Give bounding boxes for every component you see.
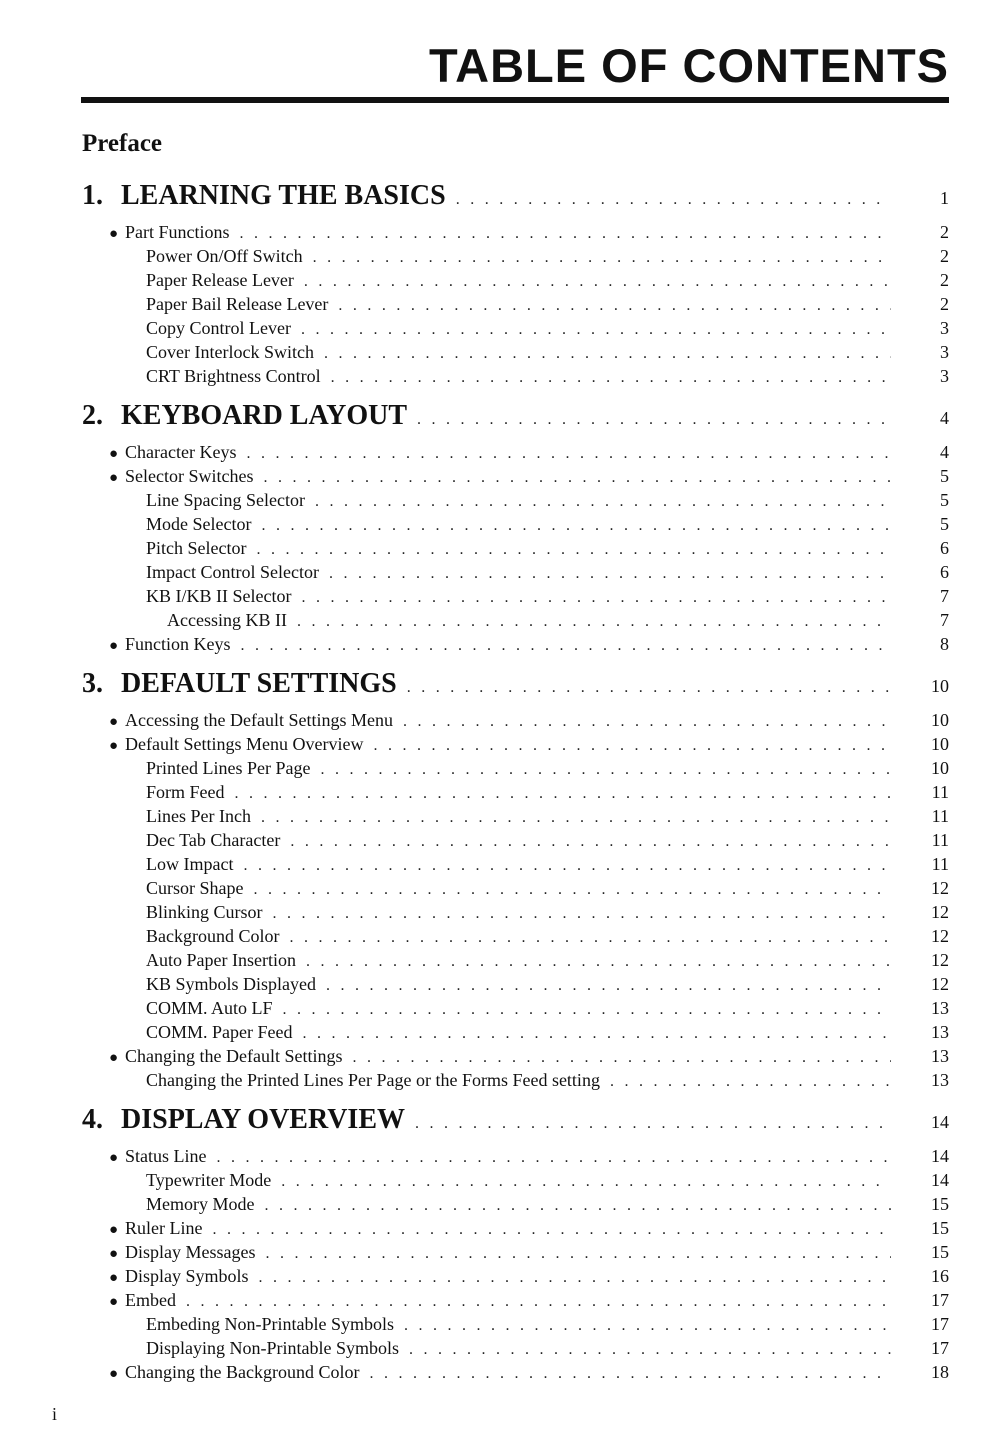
toc-entry-page-number: 12 (931, 926, 949, 946)
toc-entry-text: Function Keys (125, 634, 231, 654)
dot-leader (338, 297, 891, 315)
toc-entry-page-number: 4 (940, 442, 949, 462)
toc-entry (0, 586, 1006, 610)
bullet-icon: ● (109, 1270, 119, 1286)
dot-leader (246, 445, 891, 463)
toc-entry-text: Background Color (146, 926, 280, 946)
toc-entry (0, 1146, 1006, 1170)
toc-entry (0, 758, 1006, 782)
bullet-icon: ● (109, 1150, 119, 1166)
toc-entry (0, 710, 1006, 734)
toc-entry (0, 878, 1006, 902)
toc-entry-page-number: 5 (940, 490, 949, 510)
bullet-icon: ● (109, 1050, 119, 1066)
toc-entry-text: COMM. Paper Feed (146, 1022, 293, 1042)
title-rule (81, 97, 949, 103)
bullet-icon: ● (109, 1246, 119, 1262)
toc-entry-text: Selector Switches (125, 466, 254, 486)
toc-entry-text: Embed (125, 1290, 176, 1310)
preface-heading: Preface (82, 130, 163, 157)
dot-leader (610, 1073, 891, 1091)
section-number: 2. (82, 400, 103, 431)
dot-leader (303, 1025, 892, 1043)
toc-entry-page-number: 3 (940, 318, 949, 338)
toc-entry-text: Displaying Non-Printable Symbols (146, 1338, 399, 1358)
toc-entry-text: CRT Brightness Control (146, 366, 321, 386)
bullet-icon: ● (109, 1294, 119, 1310)
toc-entry-text: KB I/KB II Selector (146, 586, 292, 606)
toc-entry-text: Typewriter Mode (146, 1170, 272, 1190)
dot-leader (261, 809, 891, 827)
toc-entry (0, 1070, 1006, 1094)
section-page-number: 14 (931, 1112, 949, 1132)
page-title: TABLE OF CONTENTS (428, 39, 949, 92)
toc-entry-text: Changing the Default Settings (125, 1046, 343, 1066)
toc-entry-page-number: 2 (940, 294, 949, 314)
toc-entry-text: COMM. Auto LF (146, 998, 273, 1018)
toc-entry (0, 562, 1006, 586)
toc-entry-text: Blinking Cursor (146, 902, 263, 922)
section-page-number: 10 (931, 676, 949, 696)
toc-entry-page-number: 6 (940, 562, 949, 582)
toc-entry (0, 318, 1006, 342)
dot-leader (241, 637, 892, 655)
bullet-icon: ● (109, 738, 119, 754)
toc-entry-page-number: 15 (931, 1242, 949, 1262)
toc-entry-page-number: 12 (931, 902, 949, 922)
toc-entry-page-number: 11 (931, 830, 949, 850)
toc-entry-page-number: 11 (931, 854, 949, 874)
section-number: 3. (82, 668, 103, 699)
dot-leader (212, 1221, 891, 1239)
toc-entry-text: Form Feed (146, 782, 225, 802)
toc-entry-page-number: 13 (931, 1022, 949, 1042)
toc-entry-page-number: 15 (931, 1218, 949, 1238)
toc-entry-page-number: 10 (931, 758, 949, 778)
toc-entry-page-number: 7 (940, 586, 949, 606)
toc-entry-page-number: 10 (931, 734, 949, 754)
toc-entry (0, 830, 1006, 854)
toc-entry-page-number: 14 (931, 1170, 949, 1190)
dot-leader (297, 613, 891, 631)
toc-entry (0, 1362, 1006, 1386)
toc-entry-page-number: 12 (931, 878, 949, 898)
toc-entry-page-number: 3 (940, 366, 949, 386)
dot-leader (313, 249, 891, 267)
toc-entry-text: Power On/Off Switch (146, 246, 303, 266)
toc-entry (0, 294, 1006, 318)
toc-entry-text: Part Functions (125, 222, 230, 242)
section-page-number: 4 (940, 408, 949, 428)
dot-leader (407, 679, 891, 697)
toc-entry-text: Status Line (125, 1146, 207, 1166)
section-number: 1. (82, 180, 103, 211)
dot-leader (186, 1293, 891, 1311)
dot-leader (331, 369, 891, 387)
bullet-icon: ● (109, 638, 119, 654)
dot-leader (217, 1149, 892, 1167)
toc-entry-text: Cover Interlock Switch (146, 342, 314, 362)
dot-leader (259, 1269, 891, 1287)
toc-entry-text: Character Keys (125, 442, 237, 462)
toc-entry-page-number: 17 (931, 1314, 949, 1334)
toc-entry-text: Paper Bail Release Lever (146, 294, 329, 314)
dot-leader (324, 345, 891, 363)
toc-entry (0, 1338, 1006, 1362)
toc-entry (0, 902, 1006, 926)
toc-entry-text: Display Symbols (125, 1266, 249, 1286)
toc-entry-text: Line Spacing Selector (146, 490, 305, 510)
toc-entry-text: Pitch Selector (146, 538, 247, 558)
toc-entry (0, 634, 1006, 658)
toc-entry-page-number: 13 (931, 1070, 949, 1090)
dot-leader (320, 761, 891, 779)
toc-entry-text: Ruler Line (125, 1218, 203, 1238)
toc-entry (0, 490, 1006, 514)
dot-leader (281, 1173, 891, 1191)
toc-entry (0, 1242, 1006, 1266)
bullet-icon: ● (109, 1366, 119, 1382)
toc-entry (0, 222, 1006, 246)
dot-leader (273, 905, 891, 923)
dot-leader (404, 1317, 891, 1335)
toc-entry (0, 974, 1006, 998)
dot-leader (326, 977, 891, 995)
dot-leader (301, 589, 891, 607)
dot-leader (263, 469, 891, 487)
toc-entry (0, 342, 1006, 366)
toc-entry (0, 514, 1006, 538)
toc-entry-text: Mode Selector (146, 514, 252, 534)
toc-entry-text: Auto Paper Insertion (146, 950, 296, 970)
toc-entry (0, 854, 1006, 878)
toc-entry (0, 610, 1006, 634)
toc-entry-text: Memory Mode (146, 1194, 255, 1214)
toc-entry-page-number: 2 (940, 246, 949, 266)
section-heading (0, 180, 1006, 216)
toc-entry-text: Default Settings Menu Overview (125, 734, 364, 754)
toc-entry-text: Embeding Non-Printable Symbols (146, 1314, 394, 1334)
dot-leader (373, 737, 891, 755)
toc-entry-page-number: 18 (931, 1362, 949, 1382)
toc-entry-text: KB Symbols Displayed (146, 974, 317, 994)
toc-entry (0, 926, 1006, 950)
toc-entry-page-number: 13 (931, 998, 949, 1018)
page-folio: i (52, 1404, 58, 1424)
toc-entry (0, 270, 1006, 294)
toc-entry-page-number: 17 (931, 1290, 949, 1310)
toc-entry-page-number: 6 (940, 538, 949, 558)
section-page-number: 1 (940, 188, 949, 208)
toc-entry (0, 806, 1006, 830)
toc-entry-page-number: 5 (940, 514, 949, 534)
toc-entry-page-number: 14 (931, 1146, 949, 1166)
toc-entry (0, 366, 1006, 390)
toc-entry (0, 950, 1006, 974)
toc-entry-page-number: 2 (940, 222, 949, 242)
section-title: LEARNING THE BASICS (121, 180, 446, 211)
toc-entry-text: Changing the Printed Lines Per Page or the Forms Feed setting (146, 1070, 600, 1090)
toc-entry (0, 782, 1006, 806)
toc-entry (0, 538, 1006, 562)
toc-entry-text: Impact Control Selector (146, 562, 319, 582)
table-of-contents (0, 180, 1006, 1386)
toc-entry (0, 1170, 1006, 1194)
toc-entry-page-number: 5 (940, 466, 949, 486)
toc-entry-text: Low Impact (146, 854, 234, 874)
toc-entry (0, 1266, 1006, 1290)
toc-entry (0, 246, 1006, 270)
section-heading (0, 668, 1006, 704)
dot-leader (235, 785, 892, 803)
dot-leader (304, 273, 891, 291)
toc-entry (0, 442, 1006, 466)
toc-entry-page-number: 17 (931, 1338, 949, 1358)
dot-leader (256, 541, 891, 559)
toc-entry-page-number: 3 (940, 342, 949, 362)
bullet-icon: ● (109, 714, 119, 730)
toc-entry (0, 1290, 1006, 1314)
toc-entry (0, 734, 1006, 758)
dot-leader (301, 321, 891, 339)
section-title: KEYBOARD LAYOUT (121, 400, 408, 431)
section-title: DISPLAY OVERVIEW (121, 1104, 406, 1135)
dot-leader (290, 833, 891, 851)
section-number: 4. (82, 1104, 103, 1135)
toc-entry-text: Accessing the Default Settings Menu (125, 710, 393, 730)
toc-entry (0, 1046, 1006, 1070)
toc-entry (0, 998, 1006, 1022)
toc-entry-text: Copy Control Lever (146, 318, 291, 338)
toc-entry-text: Display Messages (125, 1242, 256, 1262)
bullet-icon: ● (109, 470, 119, 486)
toc-entry-text: Printed Lines Per Page (146, 758, 311, 778)
toc-entry-page-number: 11 (931, 806, 949, 826)
dot-leader (289, 929, 891, 947)
section-heading (0, 400, 1006, 436)
toc-entry (0, 1314, 1006, 1338)
dot-leader (315, 493, 891, 511)
toc-entry (0, 1194, 1006, 1218)
toc-entry-page-number: 16 (931, 1266, 949, 1286)
toc-entry-page-number: 12 (931, 950, 949, 970)
dot-leader (329, 565, 891, 583)
toc-entry-page-number: 11 (931, 782, 949, 802)
dot-leader (306, 953, 891, 971)
toc-entry (0, 466, 1006, 490)
toc-entry (0, 1022, 1006, 1046)
bullet-icon: ● (109, 226, 119, 242)
toc-entry-text: Lines Per Inch (146, 806, 251, 826)
dot-leader (254, 881, 892, 899)
bullet-icon: ● (109, 446, 119, 462)
toc-entry-page-number: 10 (931, 710, 949, 730)
dot-leader (352, 1049, 891, 1067)
toc-entry-page-number: 8 (940, 634, 949, 654)
toc-entry-page-number: 12 (931, 974, 949, 994)
toc-entry (0, 1218, 1006, 1242)
toc-entry-page-number: 13 (931, 1046, 949, 1066)
dot-leader (240, 225, 891, 243)
toc-entry-text: Dec Tab Character (146, 830, 281, 850)
bullet-icon: ● (109, 1222, 119, 1238)
toc-entry-page-number: 15 (931, 1194, 949, 1214)
dot-leader (283, 1001, 891, 1019)
toc-entry-text: Cursor Shape (146, 878, 244, 898)
toc-entry-text: Paper Release Lever (146, 270, 294, 290)
dot-leader (243, 857, 891, 875)
dot-leader (417, 411, 891, 429)
toc-entry-text: Changing the Background Color (125, 1362, 360, 1382)
toc-entry-text: Accessing KB II (167, 610, 287, 630)
dot-leader (261, 517, 891, 535)
dot-leader (456, 191, 891, 209)
toc-entry-page-number: 7 (940, 610, 949, 630)
section-title: DEFAULT SETTINGS (121, 668, 397, 699)
dot-leader (409, 1341, 891, 1359)
dot-leader (265, 1245, 891, 1263)
section-heading (0, 1104, 1006, 1140)
dot-leader (264, 1197, 891, 1215)
toc-entry-page-number: 2 (940, 270, 949, 290)
dot-leader (415, 1115, 891, 1133)
dot-leader (369, 1365, 891, 1383)
dot-leader (403, 713, 891, 731)
